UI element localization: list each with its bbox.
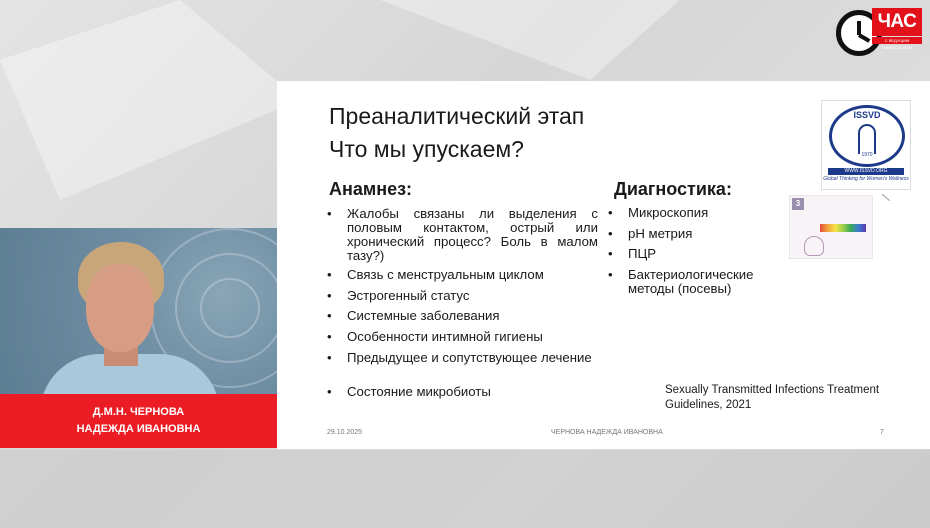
building-icon [858, 124, 876, 154]
issvd-tagline: Global Thinking for Women's Wellness [823, 176, 909, 182]
list-item-text: Эстрогенный статус [347, 288, 470, 303]
background-band [0, 450, 930, 528]
list-item [608, 205, 778, 220]
list-item-text: Бактериологические методы (посевы) [628, 267, 754, 296]
speaker-name-line: НАДЕЖДА ИВАНОВНА [76, 423, 201, 435]
list-item [327, 206, 598, 263]
bullet-icon: • [327, 350, 332, 365]
background-shape [380, 0, 680, 80]
bullet-icon: • [608, 226, 613, 241]
bullet-icon: • [327, 288, 332, 303]
bullet-icon: • [327, 267, 332, 282]
list-item-text: pH метрия [628, 226, 693, 241]
reference-text: Sexually Transmitted Infections Treatment Guidelines, 2021 [665, 384, 880, 411]
list-item-text: ПЦР [628, 246, 657, 261]
hand-icon [804, 236, 824, 256]
background-shape [0, 0, 300, 200]
bullet-icon: • [327, 329, 332, 344]
ph-color-scale [820, 224, 866, 232]
speaker-title-line: Д.М.Н. ЧЕРНОВА [92, 406, 185, 418]
logo-subtitle: С ВЕДУЩИМ ГИНЕКОЛОГОМ [872, 37, 922, 44]
speaker-figure [40, 242, 220, 394]
bullet-icon: • [327, 384, 332, 399]
speaker-video [0, 228, 277, 394]
issvd-year: 1970 [861, 152, 873, 158]
list-item [608, 246, 778, 261]
list-item [608, 267, 756, 296]
slide-title: Преаналитический этап [329, 103, 585, 129]
presentation-slide [277, 81, 930, 449]
list-item [327, 267, 607, 282]
list-item-text: Предыдущее и сопутствующее лечение [347, 350, 592, 365]
issvd-logo [821, 100, 911, 190]
list-item [608, 226, 778, 241]
list-item [327, 288, 607, 303]
list-item-text: Микроскопия [628, 205, 709, 220]
footer-date: 29.10.2025 [327, 429, 363, 436]
list-item [327, 384, 607, 399]
list-item-text: Особенности интимной гигиены [347, 329, 543, 344]
bullet-icon: • [327, 206, 332, 221]
bullet-icon: • [608, 246, 613, 261]
bullet-icon: • [608, 267, 613, 282]
list-item [327, 308, 607, 323]
slide-subtitle: Что мы упускаем? [329, 136, 524, 162]
diagnostics-heading: Диагностика: [614, 179, 732, 199]
figure-number: 3 [792, 198, 804, 210]
bullet-icon: • [327, 308, 332, 323]
issvd-url: WWW.ISSVD.ORG [828, 168, 904, 175]
anamnesis-heading: Анамнез: [329, 179, 413, 199]
pointer-line [882, 194, 890, 201]
footer-author: ЧЕРНОВА НАДЕЖДА ИВАНОВНА [551, 429, 663, 436]
list-item-text: Связь с менструальным циклом [347, 267, 544, 282]
bullet-icon: • [608, 205, 613, 220]
list-item [327, 350, 598, 365]
list-item-text: Состояние микробиоты [347, 384, 491, 399]
list-item-text: Системные заболевания [347, 308, 500, 323]
ph-strip-illustration [789, 195, 873, 259]
logo-text: ЧАС [872, 8, 922, 36]
issvd-emblem [829, 105, 905, 167]
slide-page-number: 7 [880, 429, 884, 436]
speaker-name-plate [0, 394, 277, 448]
channel-logo [834, 6, 924, 62]
list-item-text: Жалобы связаны ли выделения с половым контактом, острый или хронический процесс? Боль в малом тазу?) [347, 206, 598, 263]
list-item [327, 329, 607, 344]
issvd-label: ISSVD [853, 110, 881, 120]
